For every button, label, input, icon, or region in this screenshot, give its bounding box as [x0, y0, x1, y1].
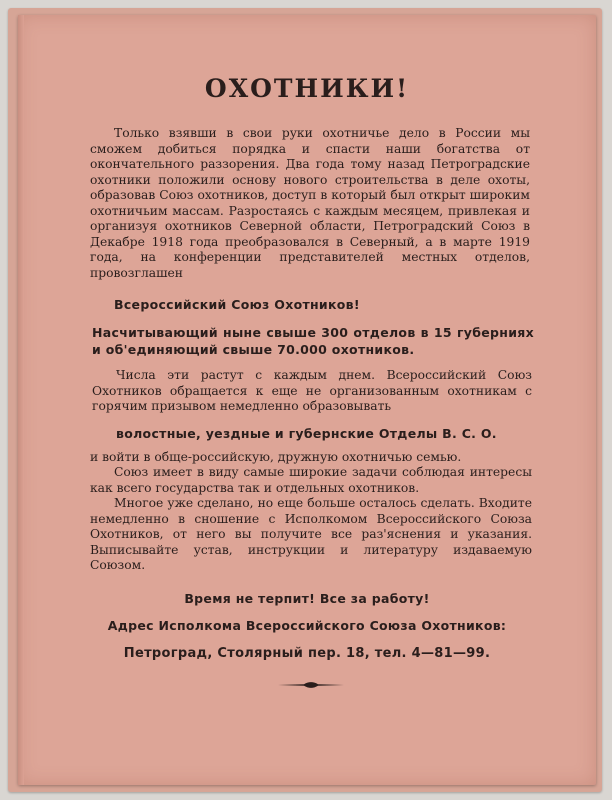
- call-paragraph: Многое уже сделано, но еще больше осталось сделать. Входите немедленно в сношение с Исполкомом Всероссийского Союза Охотников, от него вы получите все раз'яснения и указания. Выписывайте устав, инструкции и литературу издаваемую Союзом.: [90, 496, 532, 572]
- page-title: ОХОТНИКИ!: [204, 74, 410, 103]
- intro-paragraph: Только взявши в свои руки охотничье дело в России мы сможем добиться порядка и спасти наши богатства от окончательного раззорения. Два года тому назад Петроградские охотники положили основу нового строительства в деле охоты, образовав Союз охотников, доступ в который был открыт широким охотничьим массам. Разростаясь с каждым месяцем, привлекая и организуя охотников Северной области, Петроградский Союз в Декабре 1918 года преобразовался в Северный, а в марте 1919 года, на конференции представителей местных отделов, провозглашен: [90, 126, 530, 280]
- join-line: и войти в обще-российскую, дружную охотничью семью.: [90, 449, 462, 464]
- goals-paragraph: Союз имеет в виду самые широкие задачи соблюдая интересы как всего государства так и отдельных охотников.: [90, 465, 532, 495]
- slogan-heading: Время не терпит! Все за работу!: [184, 590, 430, 606]
- address-line: Петроград, Столярный пер. 18, тел. 4—81—99.: [123, 645, 491, 661]
- spine-edge: [18, 15, 24, 785]
- leaflet-content: [78, 74, 536, 662]
- departments-heading: волостные, уездные и губернские Отделы В. С. О.: [116, 425, 497, 441]
- membership-heading: Насчитывающий ныне свыше 300 отделов в 15 губерниях и об'единяющий свыше 70.000 охотников.: [92, 325, 534, 357]
- union-name-heading: Всероссийский Союз Охотников!: [114, 297, 360, 312]
- address-label: Адрес Исполкома Всероссийского Союза Охотников:: [107, 617, 507, 633]
- growth-paragraph: Числа эти растут с каждым днем. Всероссийский Союз Охотников обращается к еще не организованным охотникам с горячим призывом немедленно образовывать: [92, 368, 532, 413]
- ornament-divider: [278, 680, 344, 690]
